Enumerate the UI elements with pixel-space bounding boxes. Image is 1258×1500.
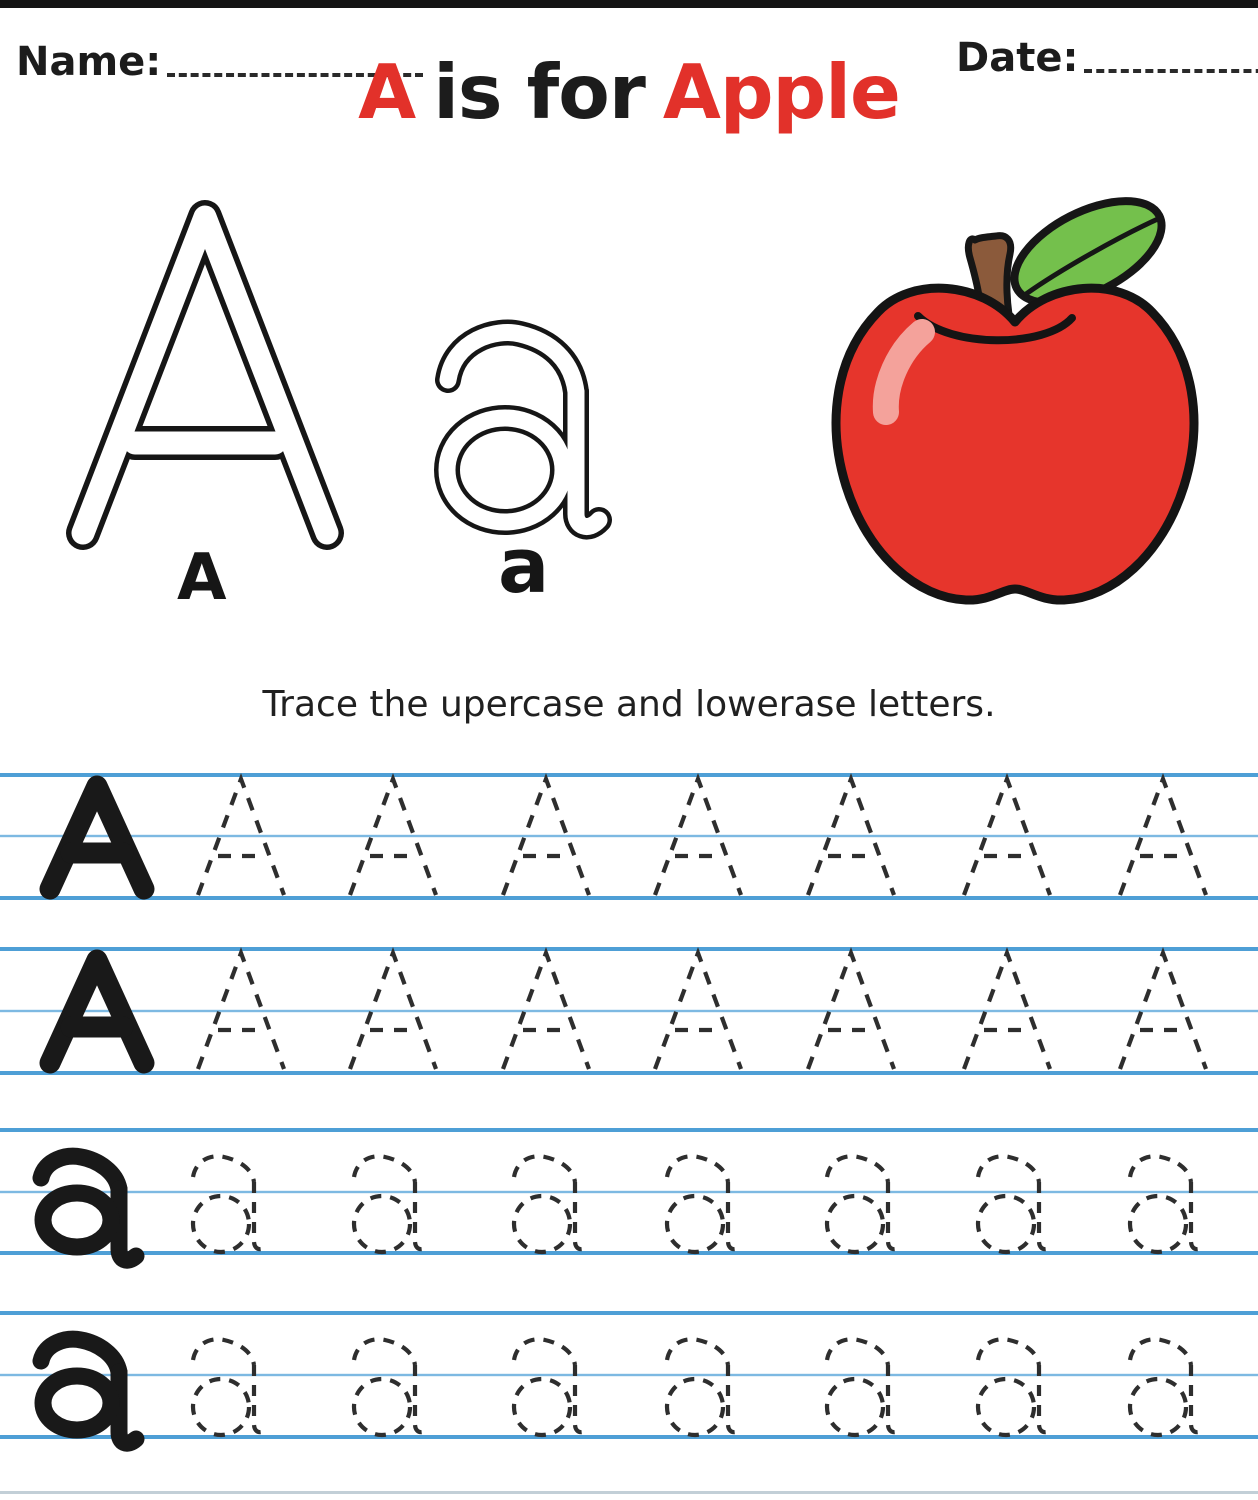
guide-line-middle bbox=[0, 835, 1258, 837]
trace-letter-a bbox=[354, 1339, 428, 1435]
guide-line-middle bbox=[0, 1191, 1258, 1193]
trace-letter-a bbox=[667, 1156, 741, 1252]
tracing-row-3 bbox=[0, 1118, 1258, 1288]
name-label: Name: bbox=[16, 39, 162, 85]
guide-line-top bbox=[0, 773, 1258, 777]
title-middle: is for bbox=[433, 48, 645, 136]
trace-letter-a bbox=[354, 1156, 428, 1252]
uppercase-outline-letter bbox=[55, 195, 355, 565]
guide-line-middle bbox=[0, 1010, 1258, 1012]
tracing-row-4 bbox=[0, 1301, 1258, 1471]
trace-letter-a bbox=[193, 1156, 267, 1252]
guide-line-bottom bbox=[0, 1435, 1258, 1439]
guide-line-bottom bbox=[0, 1071, 1258, 1075]
instruction-text: Trace the upercase and lowerase letters. bbox=[262, 684, 996, 725]
trace-letter-a bbox=[667, 1339, 741, 1435]
tracing-row-1 bbox=[0, 763, 1258, 933]
page-top-border bbox=[0, 0, 1258, 8]
tracing-row-2 bbox=[0, 937, 1258, 1107]
lowercase-outline-letter bbox=[438, 322, 618, 552]
trace-letter-a bbox=[827, 1339, 901, 1435]
guide-line-top bbox=[0, 1311, 1258, 1315]
guide-line-bottom bbox=[0, 896, 1258, 900]
trace-letter-a bbox=[193, 1339, 267, 1435]
lowercase-caption: a bbox=[498, 521, 550, 610]
trace-letter-a bbox=[514, 1156, 588, 1252]
trace-letter-a bbox=[1130, 1339, 1204, 1435]
solid-example-letter-a bbox=[41, 1156, 136, 1260]
uppercase-caption: A bbox=[177, 541, 227, 615]
trace-letter-a bbox=[978, 1339, 1052, 1435]
page-title bbox=[0, 48, 1258, 136]
apple-body bbox=[836, 288, 1194, 600]
solid-example-letter-a bbox=[41, 1339, 136, 1443]
title-word: Apple bbox=[662, 48, 900, 136]
trace-letter-a bbox=[514, 1339, 588, 1435]
page-bottom-line bbox=[0, 1491, 1258, 1494]
guide-line-top bbox=[0, 947, 1258, 951]
guide-line-bottom bbox=[0, 1251, 1258, 1255]
date-label: Date: bbox=[956, 35, 1079, 81]
trace-letter-a bbox=[978, 1156, 1052, 1252]
trace-letter-a bbox=[827, 1156, 901, 1252]
solid-example-letter-A bbox=[50, 786, 144, 889]
guide-line-middle bbox=[0, 1374, 1258, 1376]
title-letter: A bbox=[358, 48, 416, 136]
trace-letter-a bbox=[1130, 1156, 1204, 1252]
guide-line-top bbox=[0, 1128, 1258, 1132]
apple-illustration bbox=[820, 190, 1212, 610]
